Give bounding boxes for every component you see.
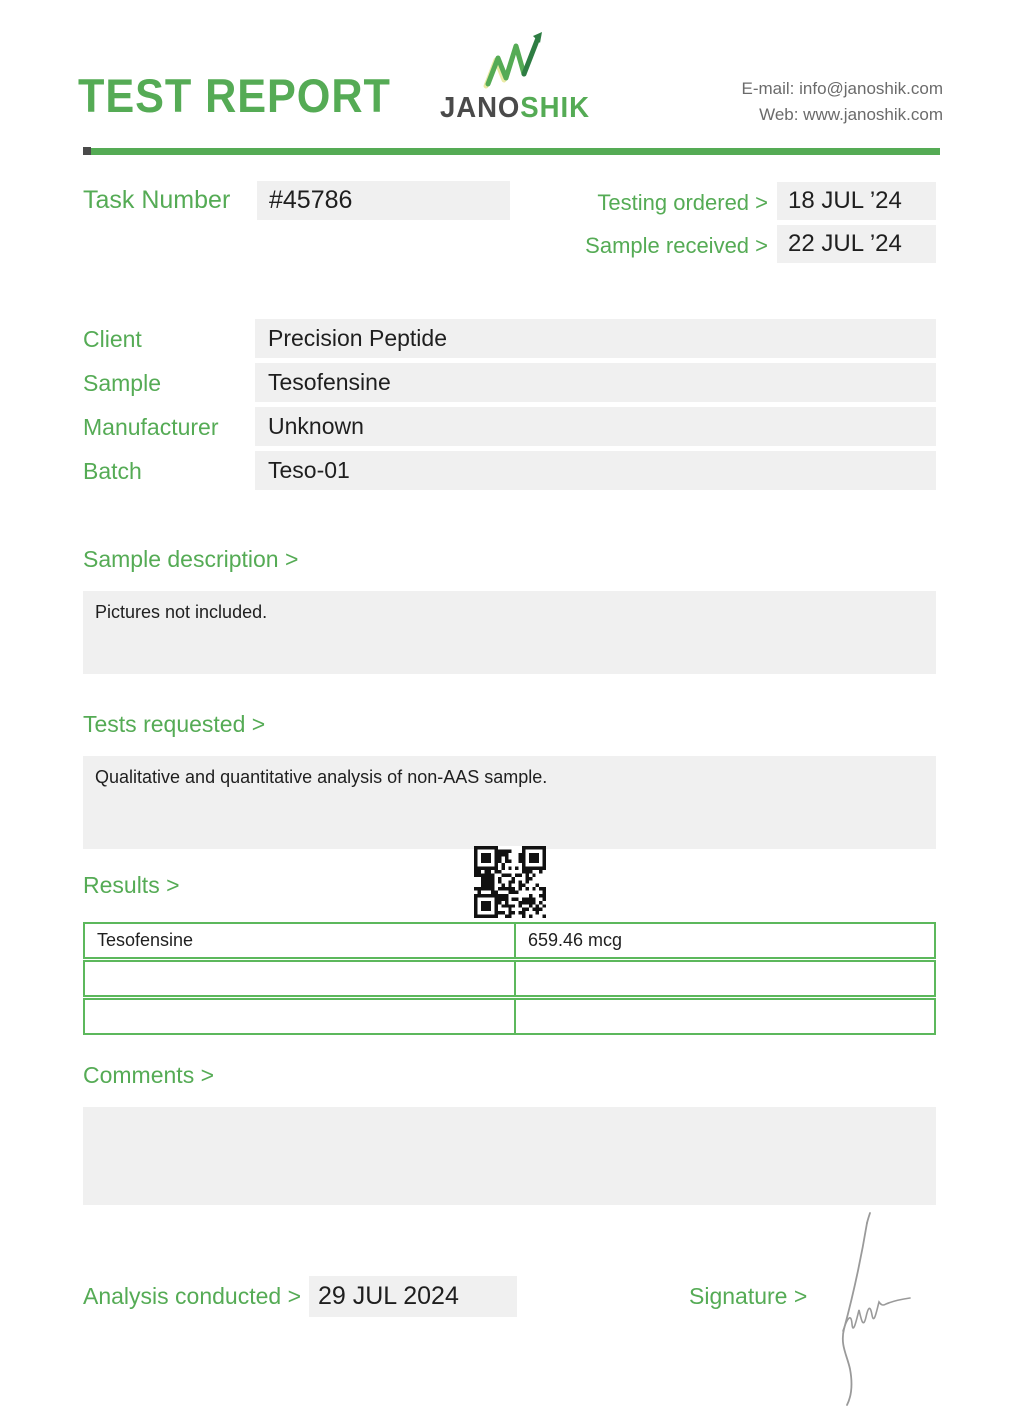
sample-value: Tesofensine — [255, 363, 936, 402]
testing-ordered-label: Testing ordered > — [597, 190, 768, 215]
result-name — [85, 1000, 514, 1033]
result-value: 659.46 mcg — [514, 924, 934, 957]
results-table-row — [83, 922, 936, 959]
batch-value: Teso-01 — [255, 451, 936, 490]
logo-wordmark: JANOSHIK — [440, 92, 590, 124]
sample-description-box: Pictures not included. — [83, 591, 936, 674]
signature-label: Signature > — [689, 1283, 808, 1309]
sample-received-label: Sample received > — [585, 233, 768, 258]
result-name: Tesofensine — [97, 930, 194, 950]
sample-label: Sample — [83, 370, 161, 396]
sample-description-heading: Sample description > — [83, 546, 299, 572]
header-divider — [83, 148, 940, 155]
results-heading: Results > — [83, 872, 180, 898]
chart-growth-icon — [478, 30, 552, 90]
comments-heading: Comments > — [83, 1062, 215, 1088]
analysis-conducted-label: Analysis conducted > — [83, 1283, 301, 1309]
manufacturer-label: Manufacturer — [83, 414, 219, 440]
contact-web: Web: www.janoshik.com — [759, 105, 943, 125]
result-name — [85, 962, 514, 995]
client-value: Precision Peptide — [255, 319, 936, 358]
client-label: Client — [83, 326, 142, 352]
header-divider-cap — [83, 147, 91, 155]
comments-box — [83, 1107, 936, 1205]
sample-received-value: 22 JUL ’24 — [777, 225, 936, 263]
signature-image — [830, 1205, 945, 1410]
tests-requested-heading: Tests requested > — [83, 711, 266, 737]
result-value — [514, 962, 934, 995]
janoshik-logo — [425, 30, 605, 125]
results-table-row — [83, 960, 936, 997]
testing-ordered-value: 18 JUL ’24 — [777, 182, 936, 220]
tests-requested-box: Qualitative and quantitative analysis of non-AAS sample. — [83, 756, 936, 849]
task-number-label: Task Number — [83, 186, 231, 214]
results-table-row — [83, 998, 936, 1035]
task-number-value: #45786 — [257, 181, 510, 220]
contact-email: E-mail: info@janoshik.com — [741, 79, 943, 98]
contact-info — [742, 76, 944, 129]
batch-label: Batch — [83, 458, 142, 484]
result-value — [514, 1000, 934, 1033]
analysis-date-value: 29 JUL 2024 — [309, 1276, 517, 1317]
manufacturer-value: Unknown — [255, 407, 936, 446]
qr-code — [474, 846, 546, 918]
page-title: TEST REPORT — [78, 69, 391, 122]
